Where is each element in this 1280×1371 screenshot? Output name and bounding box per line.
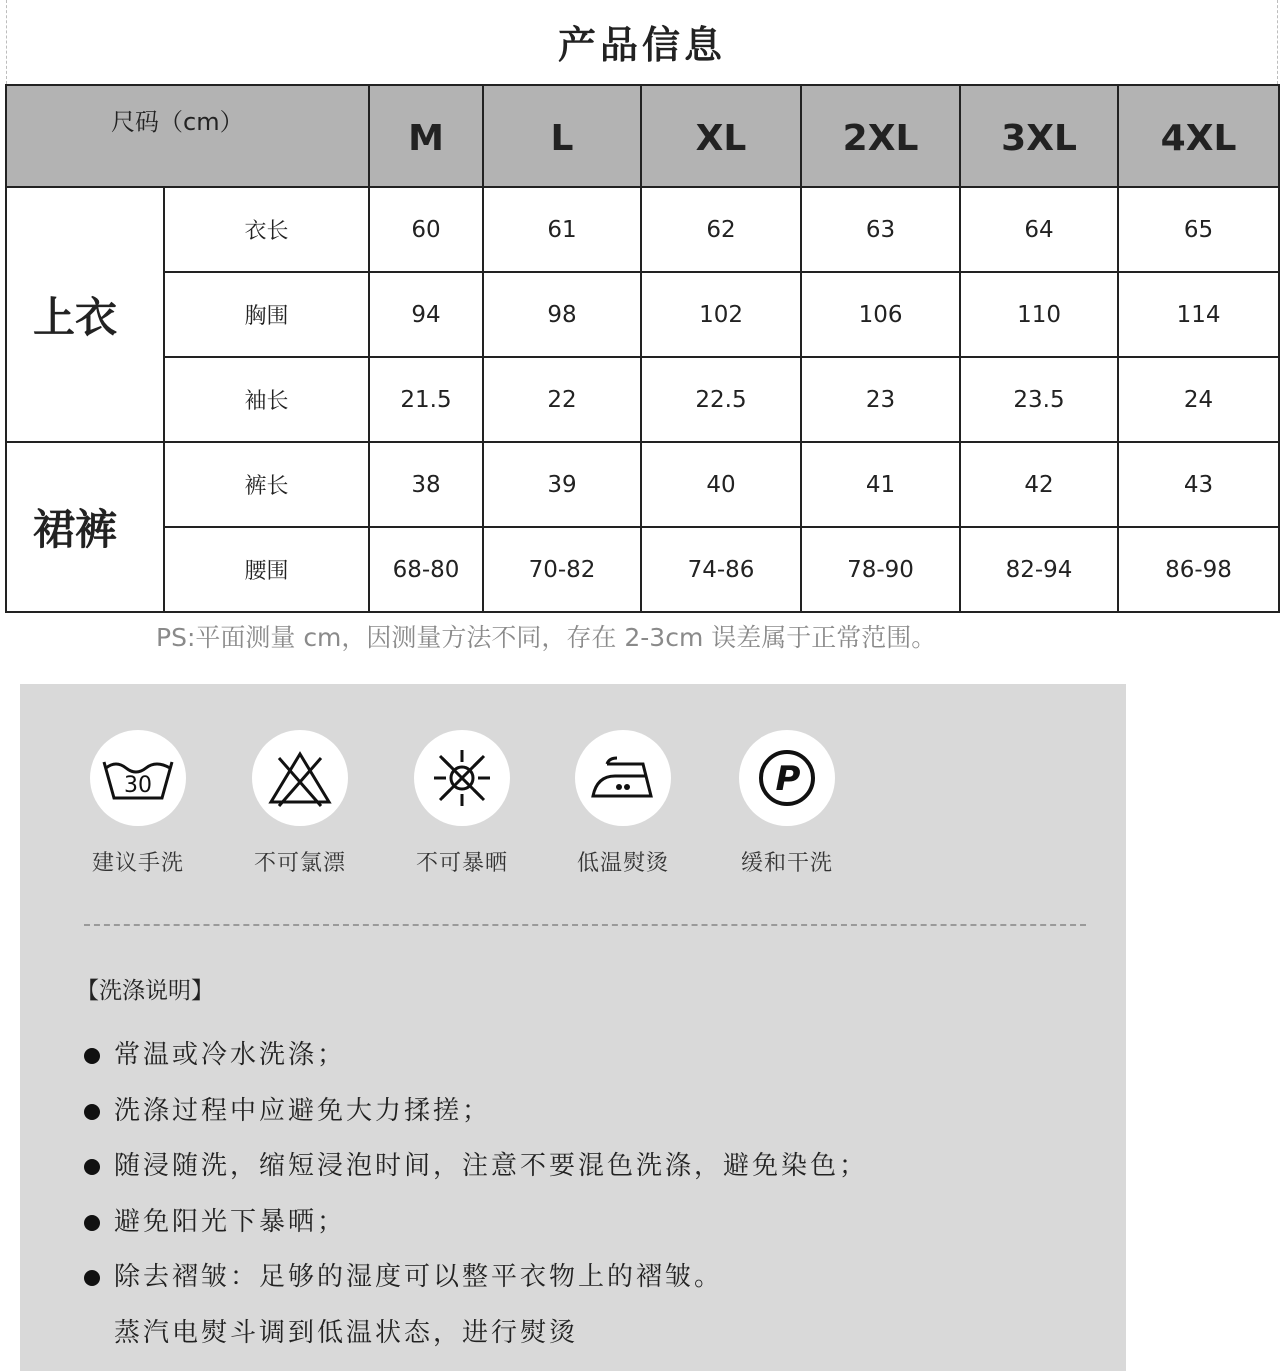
care-item-hand-wash	[73, 730, 203, 877]
list-item	[84, 1139, 868, 1195]
wash-item-text: 随浸随洗，缩短浸泡时间，注意不要混色洗涤，避免染色；	[114, 1151, 869, 1181]
table-row	[6, 272, 1279, 357]
care-label: 不可氯漂	[253, 851, 346, 876]
row-label: 袖长	[164, 357, 369, 442]
size-table	[5, 84, 1280, 613]
bullet-icon	[84, 1215, 100, 1231]
table-cell: 22	[483, 357, 641, 442]
size-header-3xl: 3XL	[960, 85, 1118, 187]
table-cell: 62	[641, 187, 801, 272]
wash-item-text: 避免阳光下暴晒；	[114, 1206, 347, 1237]
wash-item-text: 除去褶皱：足够的湿度可以整平衣物上的褶皱。	[114, 1262, 724, 1292]
table-cell: 61	[483, 187, 641, 272]
wash-item-text: 洗涤过程中应避免大力揉搓；	[114, 1095, 492, 1126]
group-label-top: 上衣	[6, 187, 164, 442]
table-cell: 82-94	[960, 527, 1118, 612]
bullet-icon	[84, 1270, 100, 1286]
wash-instructions-list	[84, 1028, 868, 1361]
row-label: 胸围	[164, 272, 369, 357]
bullet-icon	[84, 1104, 100, 1120]
care-label: 低温熨烫	[576, 851, 669, 876]
table-cell: 64	[960, 187, 1118, 272]
table-cell: 94	[369, 272, 483, 357]
list-item-continuation	[84, 1306, 868, 1362]
hand-wash-30-icon	[90, 730, 186, 826]
table-row	[6, 442, 1279, 527]
wash-item-text: 常温或冷水洗涤；	[114, 1040, 347, 1070]
care-label: 缓和干洗	[740, 851, 833, 876]
size-header-xl: XL	[641, 85, 801, 187]
care-item-dry-clean	[722, 730, 852, 877]
table-cell: 78-90	[801, 527, 960, 612]
care-item-no-bleach	[235, 730, 365, 877]
care-item-no-sun	[397, 730, 527, 877]
table-cell: 41	[801, 442, 960, 527]
table-cell: 40	[641, 442, 801, 527]
table-cell: 60	[369, 187, 483, 272]
page-title: 产品信息	[557, 23, 726, 67]
size-header-m: M	[369, 85, 483, 187]
dashed-divider	[84, 924, 1086, 926]
table-cell: 23	[801, 357, 960, 442]
bullet-icon	[84, 1048, 100, 1064]
list-item	[84, 1084, 868, 1140]
dry-clean-letter: P	[775, 759, 801, 799]
low-iron-icon	[575, 730, 671, 826]
size-header-l: L	[483, 85, 641, 187]
table-cell: 106	[801, 272, 960, 357]
table-cell: 102	[641, 272, 801, 357]
no-sun-icon	[414, 730, 510, 826]
table-cell: 114	[1118, 272, 1279, 357]
table-cell: 21.5	[369, 357, 483, 442]
table-cell: 22.5	[641, 357, 801, 442]
table-cell: 23.5	[960, 357, 1118, 442]
size-header-label: 尺码（cm）	[6, 85, 369, 187]
bullet-icon	[84, 1159, 100, 1175]
row-label: 腰围	[164, 527, 369, 612]
title-area	[6, 0, 1278, 84]
size-header-4xl: 4XL	[1118, 85, 1279, 187]
table-cell: 86-98	[1118, 527, 1279, 612]
table-cell: 68-80	[369, 527, 483, 612]
table-cell: 42	[960, 442, 1118, 527]
no-bleach-icon	[252, 730, 348, 826]
table-cell: 43	[1118, 442, 1279, 527]
care-item-low-iron	[558, 730, 688, 877]
dry-clean-p-icon	[739, 730, 835, 826]
wash-temp-text: 30	[124, 773, 152, 798]
table-cell: 63	[801, 187, 960, 272]
table-cell: 98	[483, 272, 641, 357]
wash-item-text: 蒸汽电熨斗调到低温状态，进行熨烫	[114, 1317, 579, 1348]
wash-instructions-title: 【洗涤说明】	[76, 978, 214, 1004]
table-cell: 74-86	[641, 527, 801, 612]
list-item	[84, 1195, 868, 1251]
care-label: 建议手洗	[91, 851, 184, 876]
row-label: 裤长	[164, 442, 369, 527]
group-label-bottom: 裙裤	[6, 442, 164, 612]
table-cell: 24	[1118, 357, 1279, 442]
table-cell: 39	[483, 442, 641, 527]
table-cell: 38	[369, 442, 483, 527]
size-header-row	[6, 85, 1279, 187]
list-item	[84, 1028, 868, 1084]
table-cell: 65	[1118, 187, 1279, 272]
care-panel	[20, 684, 1126, 1371]
table-cell: 70-82	[483, 527, 641, 612]
row-label: 衣长	[164, 187, 369, 272]
size-header-2xl: 2XL	[801, 85, 960, 187]
measurement-note: PS:平面测量 cm，因测量方法不同，存在 2-3cm 误差属于正常范围。	[156, 623, 937, 652]
table-row	[6, 357, 1279, 442]
table-row	[6, 187, 1279, 272]
care-label: 不可暴晒	[415, 851, 508, 876]
list-item	[84, 1250, 868, 1306]
table-row	[6, 527, 1279, 612]
table-cell: 110	[960, 272, 1118, 357]
